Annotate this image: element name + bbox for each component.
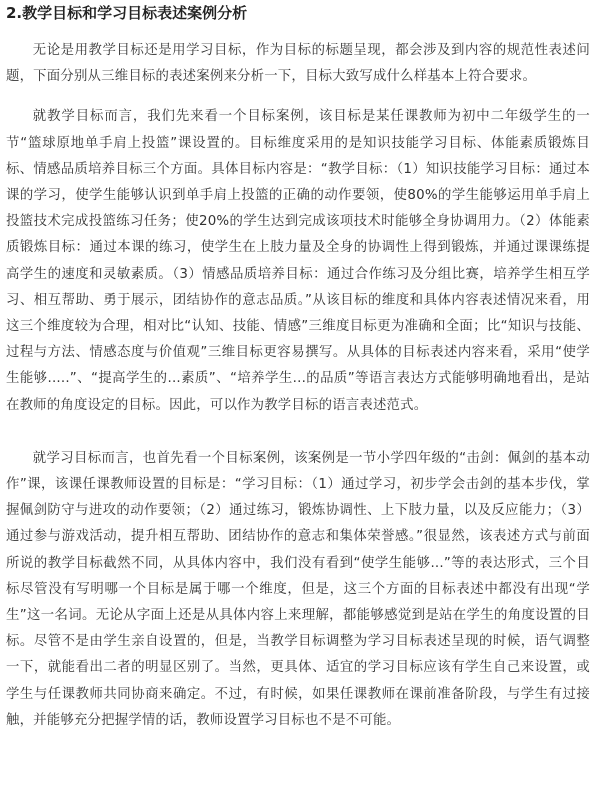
section-heading: 2.教学目标和学习目标表述案例分析 <box>6 4 248 22</box>
intro-paragraph: 无论是用教学目标还是用学习目标，作为目标的标题呈现，都会涉及到内容的规范性表述问题，下面分别从三维目标的表述案例来分析一下，目标大致写成什么样基本上符合要求。 <box>6 43 590 85</box>
spacer <box>6 90 590 104</box>
spacer <box>6 24 590 38</box>
teaching-goal-paragraph: 就教学目标而言，我们先来看一个目标案例，该目标是某任课教师为初中二年级学生的一节“篮球原地单手肩上投篮”课设置的。目标维度采用的是知识技能学习目标、体能素质锻炼目标、情感品质培养目标三个方面。具体目标内容是：“教学目标：（1）知识技能学习目标：通过本课的学习，使学生能够认识到单手肩上投篮的正确的动作要领，使80%的学生能够运用单手肩上投篮技术完成投篮练习任务；使20%的学生达到完成该项技术时能够全身协调用力。（2）体能素质锻炼目标：通过本课的练习，使学生在上肢力量及全身的协调性上得到锻炼，并通过课课练提高学生的速度和灵敏素质。（3）情感品质培养目标：通过合作练习及分组比赛，培养学生相互学习、相互帮助、勇于展示，团结协作的意志品质。”从该目标的维度和具体内容表述情况来看，用这三个维度较为合理，相对比“认知、技能、情感”三维度目标更为准确和全面；比“知识与技能、过程与方法、情感态度与价值观”三维目标更容易撰写。从具体的目标表述内容来看，采用“使学生能够.....”、“提高学生的...素质”、“培养学生...的品质”等语言表达方式能够明确地看出，是站在教师的角度设定的目标。因此，可以作为教学目标的语言表述范式。 <box>6 109 590 413</box>
learning-goal-paragraph: 就学习目标而言，也首先看一个目标案例，该案例是一节小学四年级的“击剑：佩剑的基本动作”课，该课任课教师设置的目标是：“学习目标：（1）通过学习，初步学会击剑的基本步伐，掌握佩剑防守与进攻的动作要领；（2）通过练习，锻炼协调性、上下肢力量，以及反应能力；（3）通过参与游戏活动，提升相互帮助、团结协作的意志和集体荣誉感。”很显然，该表述方式与前面所说的教学目标截然不同，从具体内容中，我们没有看到“使学生能够...”等的表达形式，三个目标尽管没有写明哪一个目标是属于哪一个维度，但是，这三个方面的目标表述中都没有出现“学生”这一名词。无论从字面上还是从具体内容上来理解，都能够感觉到是站在学生的角度设置的目标。尽管不是由学生亲自设置的，但是，当教学目标调整为学习目标表述呈现的时候，语气调整一下，就能看出二者的明显区别了。当然，更具体、适宜的学习目标应该有学生自己来设置，或学生与任课教师共同协商来确定。不过，有时候，如果任课教师在课前准备阶段，与学生有过接触，并能够充分把握学情的话，教师设置学习目标也不是不可能。 <box>6 450 590 728</box>
spacer <box>6 419 590 446</box>
